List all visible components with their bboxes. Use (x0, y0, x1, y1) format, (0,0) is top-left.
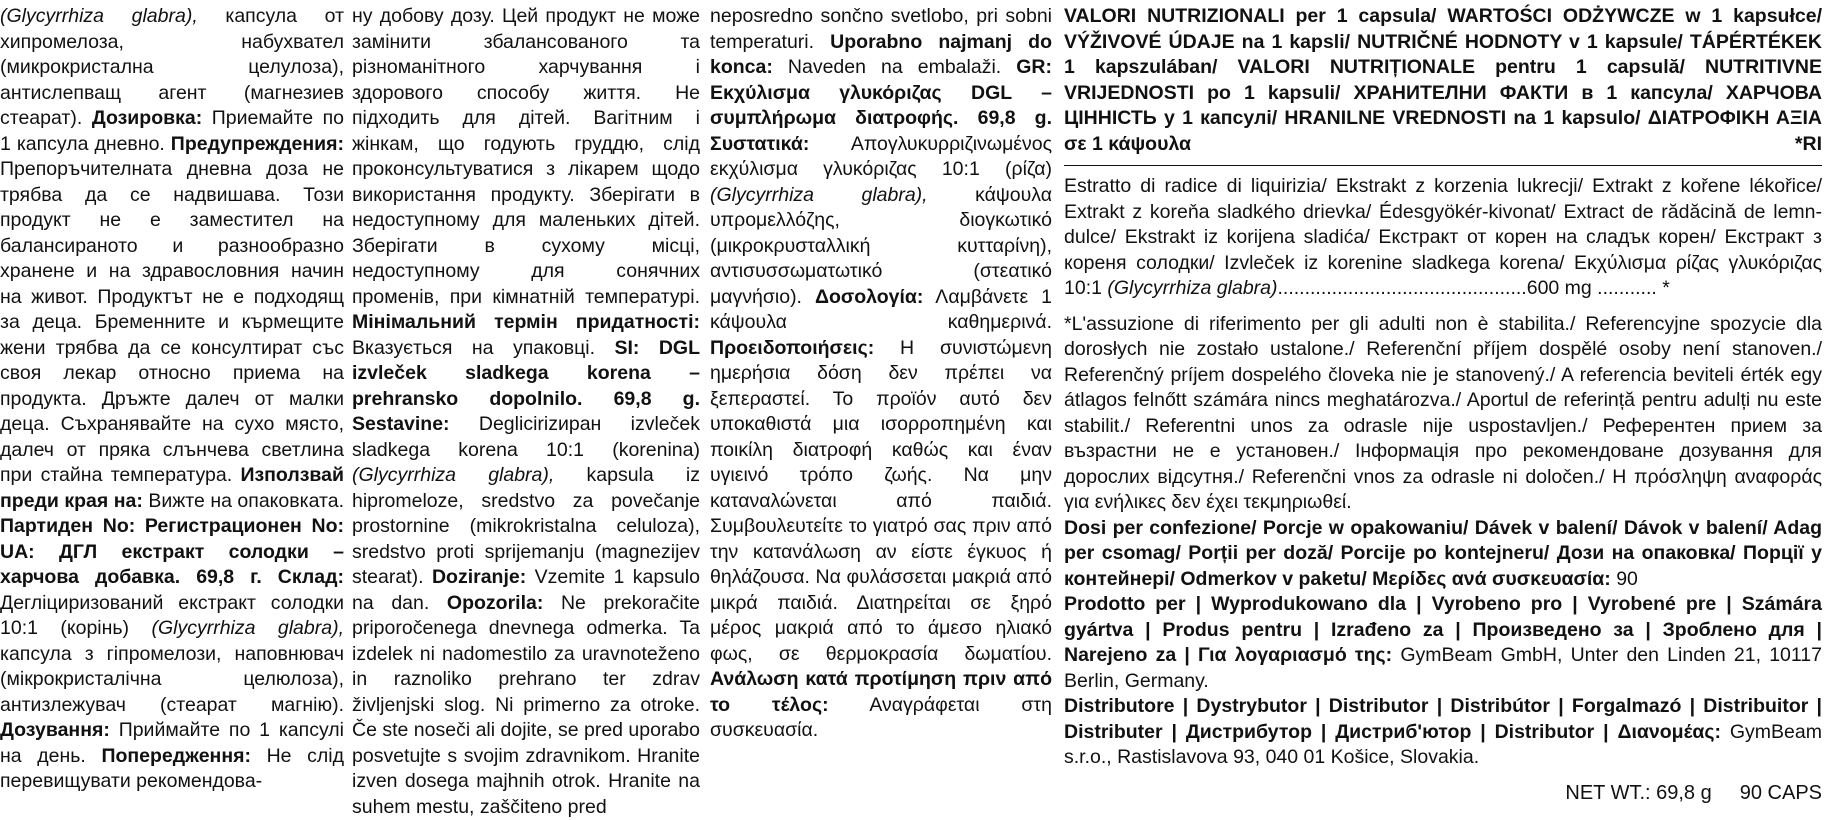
column-text: (Glycyrrhiza glabra), капсула от хипромелоза, набухвател (микрокристална целулоза), антислепващ агент (магнезиев стеарат). Дозировка: Приемайте по 1 капсула дневно. Предупреждения: Препоръчителната дневна доза не трябва да се надвишава. Този продукт не е заместител на балансираното и разнообразно хранене и на здравословния начин на живот. Продуктът не е подходящ за деца. Бременните и кърмещите жени трябва да се консултират със своя лекар относно приема на продукта. Дръжте далеч от малки деца. Съхранявайте на сухо място, далеч от пряка слънчева светлина при стайна температура. Използвай преди края на: Вижте на опаковката. Партиден No: Регистрационен No: UA: ДГЛ екстракт солодки – харчова добавка. 69,8 г. Склад: Дегліциризований екстракт солодки 10:1 (корінь) (Glycyrrhiza glabra), капсула з гіпромелози, наповнювач (мікрокристалічна целюлоза), антизлежувач (стеарат магнію). Дозування: Приймайте по 1 капсулі на день. Попередження: Не слід перевищувати рекомендова- (0, 5, 344, 792)
ua-product-heading: Партиден No: Регистрационен No: UA: ДГЛ екстракт солодки – харчова добавка. 69,8 г. Склад: (0, 515, 344, 588)
best-before-heading: Използвай преди края на: (0, 464, 344, 512)
divider (1064, 165, 1822, 166)
servings-row: Dosi per confezione/ Porcje w opakowaniu/ Dávek v balení/ Dávok v balení/ Adag per csomag/ Porții per doză/ Porcije po kontejneru/ Дози на опаковка/ Порції у контейнері/ Odmerkov v paketu/ Μερίδες ανά συσκευασία: 90 (1064, 516, 1822, 590)
dosage-heading: Дозировка: (91, 107, 203, 129)
nutrition-header: VALORI NUTRIZIONALI per 1 capsula/ WARTOŚCI ODŻYWCZE w 1 kapsułce/ VÝŽIVOVÉ ÚDAJE na 1 kapsli/ NUTRIČNÉ HODNOTY v 1 kapsule/ TÁPÉRTÉKEK 1 kapszulában/ VALORI NUTRIȚIONALE pentru 1 capsulă/ NUTRITIVNE VRIJEDNOSTI po 1 kapsuli/ ХРАНИТЕЛНИ ФАКТИ в 1 капсула/ ХАРЧОВА ЦІННІСТЬ у 1 капсулі/ HRANILNE VREDNOSTI na 1 kapsulo/ ΔΙΑΤΡΟΦΙΚΗ ΑΞΙΑ σε 1 κάψουλα *RI (1064, 4, 1822, 157)
ua-warnings-heading: Попередження: (101, 744, 251, 767)
extract-row: Estratto di radice di liquirizia/ Ekstrakt z korzenia lukrecji/ Extrakt z kořene lékořice/ Extrakt z koreňa sladkého drievka/ Édesgyökér-kivonat/ Extract de rădăcină de lemn-dulce/ Ekstrakt iz korijena sladića/ Екстракт от корен на сладък корен/ Екстракт з кореня солодки/ Izvleček iz korenine sladkega korena/ Εκχύλισμα ρίζας γλυκόριζας 10:1 (Glycyrrhiza glabra)..............................................600 mg ........... * (1064, 175, 1822, 299)
label-column-bg-ua (0, 4, 344, 795)
distributor-row: Distributore | Dystrybutor | Distributor | Distribútor | Forgalmazó | Distribuitor | Distributer | Дистрибутор | Дистриб'ютор | Distributor | Διανομέας: GymBeam s.r.o., Rastislavova 93, 040 01 Košice, Slovakia. (1064, 695, 1822, 768)
label-column-si-gr (710, 4, 1052, 744)
capsule-count: 90 CAPS (1739, 781, 1822, 804)
gr-warnings-heading: Προειδοποιήσεις: (710, 336, 875, 359)
nutrition-facts-panel (1064, 4, 1822, 806)
si-product-heading: SI: DGL izvleček sladkega korena – prehransko dopolnilo. 69,8 g. Sestavine: (352, 336, 700, 435)
column-text: neposredno sončno svetlobo, pri sobni temperaturi. Uporabno najmanj do konca: Naveden na embalaži. GR: Εκχύλισμα γλυκόριζας DGL – συμπλήρωμα διατροφής. 69,8 g. Συστατικά: Απογλυκυρριζινωμένος εκχύλισμα γλυκόριζας 10:1 (ρίζα) (Glycyrrhiza glabra), κάψουλα υπρομελλόζης, διογκωτικό (μικροκρυσταλλική κυτταρίνη), αντισυσσωματωτικό (στεατικό μαγνήσιο). Δοσολογία: Λαμβάνετε 1 κάψουλα καθημερινά. Προειδοποιήσεις: Η συνιστώμενη ημερήσια δόση δεν πρέπει να ξεπεραστεί. Το προϊόν αυτό δεν υποκαθιστά μια ισορροπημένη και ποικίλη διατροφή καθώς και έναν υγιεινό τρόπο ζωής. Να μην καταναλώνεται από παιδιά. Συμβουλευτείτε το γιατρό σας πριν από την κατανάλωση αν είστε έγκυος ή θηλάζουσα. Να φυλάσσεται μακριά από μικρά παιδιά. Διατηρείται σε ξηρό μέρος μακριά από το άμεσο ηλιακό φως, σε θερμοκρασία δωματίου. Ανάλωση κατά προτίμηση πριν από το τέλος: Αναγράφεται στη συσκευασία. (710, 5, 1052, 741)
ri-label: *RI (1794, 132, 1822, 155)
net-weight-row (1064, 781, 1822, 807)
si-dosage-heading: Doziranje: (431, 566, 527, 588)
gr-best-before-heading: Ανάλωση κατά προτίμηση πριν από το τέλος: (710, 668, 1052, 716)
si-best-before-heading: Uporabno najmanj do konca: (710, 30, 1052, 78)
gr-product-heading: GR: Εκχύλισμα γλυκόριζας DGL – συμπλήρωμα διατροφής. 69,8 g. Συστατικά: (710, 56, 1052, 155)
label-column-ua-si (352, 4, 700, 820)
producer-row: Prodotto per | Wyprodukowano dla | Vyrobeno pro | Vyrobené pre | Számára gyártva | Produs pentru | Izrađeno za | Произведено за | Зроблено для | Narejeno za | Για λογαριασμό της: GymBeam GmbH, Unter den Linden 21, 10117 Berlin, Germany. (1064, 593, 1822, 692)
si-warnings-heading: Opozorila: (446, 591, 544, 614)
net-weight: NET WT.: 69,8 g (1565, 781, 1712, 804)
column-text: ну добову дозу. Цей продукт не може замінити збалансованого та різноманітного харчування і здорового способу життя. Не підходить для дітей. Вагітним і жінкам, що годують груддю, слід проконсультуватися з лікарем щодо використання продукту. Зберігати в недоступному для маленьких дітей. Зберігати в сухому місці, недоступному для сонячних променів, при кімнатній температурі. Мінімальний термін придатності: Вказується на упаковці. SI: DGL izvleček sladkega korena – prehransko dopolnilo. 69,8 g. Sestavine: Deglicirizиран izvleček sladkega korena 10:1 (korenina) (Glycyrrhiza glabra), kapsula iz hipromeloze, sredstvo za povečanje prostornine (mikrokristalna celuloza), sredstvo proti sprijemanju (magnezijev stearat). Doziranje: Vzemite 1 kapsulo na dan. Opozorila: Ne prekoračite priporočenega dnevnega odmerka. Ta izdelek ni nadomestilo za uravnoteženo in raznoliko prehrano ter zdrav življenjski slog. Ni primerno za otroke. Če ste noseči ali dojite, se pred uporabo posvetujte s svojim zdravnikom. Hranite izven dosega majhnih otrok. Hranite na suhem mestu, zaščiteno pred (352, 5, 700, 818)
extract-amount: 600 mg (1526, 277, 1592, 299)
reference-intake-note: *L'assuzione di riferimento per gli adulti non è stabilita./ Referencyjne spozycie dla dorosłych nie zostało ustalone./ Referenční příjem dospělé osoby není stanoven./ Referenčný príjem dospelého človeka nie je stanovený./ A referencia beviteli érték egy átlagos felnőtt számára nincs meghatározva./ Aportul de referință pentru adulți nu este stabilit./ Referentni unos za odrasle nije uspostavljen./ Референтен прием за възрастни не е установен./ Інформація про рекомендоване дозування для дорослих відсутня./ Referenčni vnos za odrasle ni določen./ Η πρόσληψη αναφοράς για ενήλικες δεν έχει τεκμηριωθεί. (1064, 312, 1822, 513)
warnings-heading: Предупреждения: (170, 132, 344, 155)
shelf-life-heading: Мінімальний термін придатності: (352, 311, 700, 333)
gr-dosage-heading: Δοσολογία: (814, 285, 924, 308)
ua-dosage-heading: Дозування: (0, 719, 110, 741)
